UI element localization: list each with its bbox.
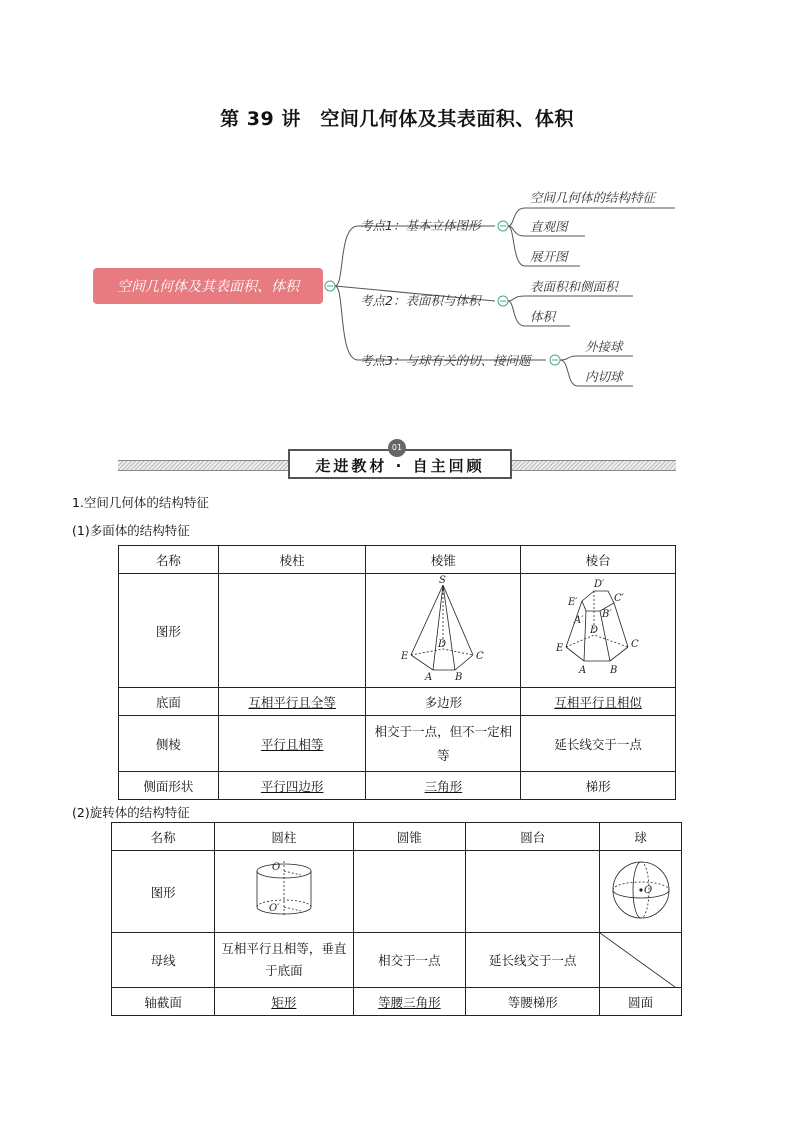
vertex-label: B — [610, 665, 618, 676]
mindmap-branch-1: 考点1：基本立体图形 — [360, 218, 481, 233]
table-cell: 互相平行且相似 — [521, 688, 676, 716]
cylinder-diagram — [249, 857, 319, 923]
table-cell: 等腰梯形 — [466, 988, 600, 1016]
vertex-label: D — [438, 639, 447, 650]
mindmap-leaf: 空间几何体的结构特征 — [530, 190, 656, 205]
table-cell: 多边形 — [366, 688, 521, 716]
section-heading: 1.空间几何体的结构特征 — [72, 495, 209, 510]
table-header: 名称 — [112, 823, 215, 851]
vertex-label: D′ — [594, 579, 605, 590]
table-cell: 平行且相等 — [218, 716, 366, 772]
table-cell: 相交于一点，但不一定相等 — [366, 716, 521, 772]
table-header: 棱锥 — [366, 546, 521, 574]
table-header: 棱柱 — [218, 546, 366, 574]
vertex-label: A — [579, 665, 587, 676]
row-label: 图形 — [112, 851, 215, 933]
row-label: 侧面形状 — [119, 772, 219, 800]
table-header: 球 — [600, 823, 682, 851]
vertex-label: B — [455, 672, 463, 683]
banner-divider-right — [512, 460, 676, 471]
table-header: 圆锥 — [353, 823, 466, 851]
vertex-label: E — [401, 651, 409, 662]
table-cell: 三角形 — [366, 772, 521, 800]
center-label: O — [643, 885, 652, 896]
table-cell: 相交于一点 — [353, 933, 466, 988]
row-label: 母线 — [112, 933, 215, 988]
row-label: 图形 — [119, 574, 219, 688]
table-cell: 互相平行且相等，垂直于底面 — [215, 933, 353, 988]
polyhedron-table — [118, 545, 676, 800]
sphere-figure-cell — [600, 851, 682, 933]
vertex-label: E — [556, 643, 564, 654]
sphere-diagram — [609, 858, 673, 922]
table-cell: 圆面 — [600, 988, 682, 1016]
frustum-figure-cell — [521, 574, 676, 688]
pyramid-figure-cell — [366, 574, 521, 688]
table-header: 圆柱 — [215, 823, 353, 851]
vertex-label: A′ — [574, 615, 584, 626]
table-cell: 等腰三角形 — [353, 988, 466, 1016]
table-cell: 平行四边形 — [218, 772, 366, 800]
frustum-diagram — [548, 575, 648, 683]
mindmap-leaf: 体积 — [530, 309, 556, 324]
row-label: 侧棱 — [119, 716, 219, 772]
banner-divider-left — [118, 460, 288, 471]
mind-map — [0, 170, 794, 400]
empty-diagonal-cell — [600, 933, 682, 988]
vertex-label: D — [590, 625, 599, 636]
mindmap-branch-3: 考点3：与球有关的切、接问题 — [360, 353, 531, 368]
table-cell: 梯形 — [521, 772, 676, 800]
table-cell: 矩形 — [215, 988, 353, 1016]
cone-figure-cell — [353, 851, 466, 933]
pyramid-diagram — [393, 575, 493, 683]
vertex-label: C — [476, 651, 484, 662]
table-cell: 延长线交于一点 — [466, 933, 600, 988]
mindmap-branch-2: 考点2：表面积与体积 — [360, 293, 481, 308]
mindmap-leaf: 表面积和侧面积 — [530, 279, 618, 294]
mindmap-leaf: 外接球 — [585, 339, 623, 354]
cylinder-figure-cell — [215, 851, 353, 933]
row-label: 底面 — [119, 688, 219, 716]
prism-figure-cell — [218, 574, 366, 688]
center-label: O — [271, 862, 281, 873]
table-header: 棱台 — [521, 546, 676, 574]
diagonal-line — [600, 933, 675, 987]
section-number-badge: 01 — [388, 439, 406, 457]
page-title: 第 39 讲 空间几何体及其表面积、体积 — [220, 108, 574, 130]
vertex-label: A — [425, 672, 433, 683]
vertex-label: B′ — [602, 609, 612, 620]
mindmap-leaf: 展开图 — [530, 249, 568, 264]
row-label: 轴截面 — [112, 988, 215, 1016]
vertex-label: C — [631, 639, 639, 650]
subsection-heading: (1)多面体的结构特征 — [72, 523, 190, 538]
subsection-heading: (2)旋转体的结构特征 — [72, 805, 190, 820]
table-cell: 互相平行且全等 — [218, 688, 366, 716]
rotation-body-table — [111, 822, 682, 1016]
table-header: 圆台 — [466, 823, 600, 851]
table-header: 名称 — [119, 546, 219, 574]
center-label: O′ — [268, 903, 280, 914]
mindmap-root-label: 空间几何体及其表面积、体积 — [117, 279, 299, 295]
vertex-label: E′ — [568, 597, 578, 608]
truncated-cone-figure-cell — [466, 851, 600, 933]
section-banner: 走进教材 · 自主回顾 — [288, 449, 512, 479]
vertex-label: S — [439, 575, 447, 586]
table-cell: 延长线交于一点 — [521, 716, 676, 772]
mindmap-leaf: 内切球 — [585, 369, 623, 384]
mindmap-leaf: 直观图 — [530, 219, 568, 234]
vertex-label: C′ — [614, 593, 625, 604]
